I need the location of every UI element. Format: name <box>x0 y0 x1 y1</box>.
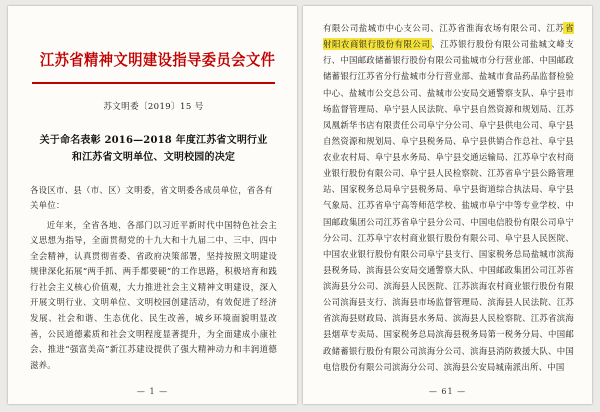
decision-title-line-1: 关于命名表彰 2016—2018 年度江苏省文明行业 <box>39 134 268 146</box>
right-page-body <box>323 20 574 375</box>
addressee-line: 各设区市、县（市、区）文明委，省文明委各成员单位，省各有关单位： <box>30 184 273 211</box>
page-number-right: — 61 — <box>428 387 467 396</box>
decision-title <box>30 132 277 167</box>
document-page-right <box>303 6 592 404</box>
document-number: 苏文明委〔2019〕15 号 <box>103 101 204 112</box>
highlighted-text: 省射阳农商银行股份有限公司 <box>323 23 574 50</box>
header-red-rule <box>32 82 275 84</box>
document-page-left <box>8 6 297 404</box>
body-paragraph-1: 近年来，全省各地、各部门以习近平新时代中国特色社会主义思想为指导，全面贯彻党的十九大和十九届二中、三中、四中全会精神，认真贯彻省委、省政府决策部署，坚持按照文明建设规律深化拓展“两手抓、两手都要硬”的工作思路，积极培育和践行社会主义核心价值观，大力推进社会主义精神文明建设，深入开展文明行业、文明单位、文明校园创建活动，有效促进了经济发展、社会和谐、生态优化、民生改善，城乡环境面貌明显改善，公民道德素质和社会文明程度显著提升，为全面建成小康社会、推进“强富美高”新江苏建设提供了强大精神动力和丰润道德滋养。 <box>30 219 278 370</box>
right-page-text: 有限公司盐城市中心支公司、江苏省淮海农场有限公司、江苏省射阳农商银行股份有限公司、江苏银行股份有限公司盐城文峰支行、中国邮政储蓄银行股份有限公司盐城市分行营业部、中国邮政储蓄银行江苏省分行盐城市分行营业部、盐城市食品药品监督检验中心、盐城市公交总公司、盐城市公安局交通警察支队、阜宁县市场监督管理局、阜宁县人民法院、阜宁县自然资源和规划局、江苏凤凰新华书店有限责任公司阜宁分公司、阜宁县供电公司、阜宁县自然资源和规划局、阜宁县税务局、阜宁县供销合作总社、阜宁县农业农村局、阜宁县水务局、阜宁县交通运输局、江苏阜宁农村商业银行股份有限公司、阜宁县人民检察院、江苏省阜宁县公路管理站、国家税务总局阜宁县税务局、阜宁县街道综合执法局、阜宁县气象局、江苏省阜宁高等师范学校、盐城市阜宁中等专业学校、中国邮政集团公司江苏省阜宁县分公司、中国电信股份有限公司阜宁分公司、江苏阜宁农村商业银行股份有限公司、阜宁县人民医院、中国农业银行股份有限公司阜宁县支行、国家税务总局盐城市滨海县税务局、滨海县公安局交通警察大队、中国邮政集团公司江苏省滨海县分公司、滨海县人民医院、江苏滨海农村商业银行股份有限公司滨海县支行、滨海县市场监督管理局、滨海县人民法院、江苏省滨海县财政局、滨海县水务局、滨海县人民检察院、江苏省滨海县烟草专卖局、国家税务总局滨海县税务局第一税务分局、中国邮政储蓄银行股份有限公司滨海分公司、滨海县消防救援大队、中国电信股份有限公司滨海分公司、滨海县公安局城南派出所、中国 <box>323 23 575 372</box>
document-header-title: 江苏省精神文明建设指导委员会文件 <box>39 50 276 69</box>
page-number-left: — 1 — <box>136 387 169 396</box>
decision-title-line-2: 和江苏省文明单位、文明校园的决定 <box>71 152 236 164</box>
